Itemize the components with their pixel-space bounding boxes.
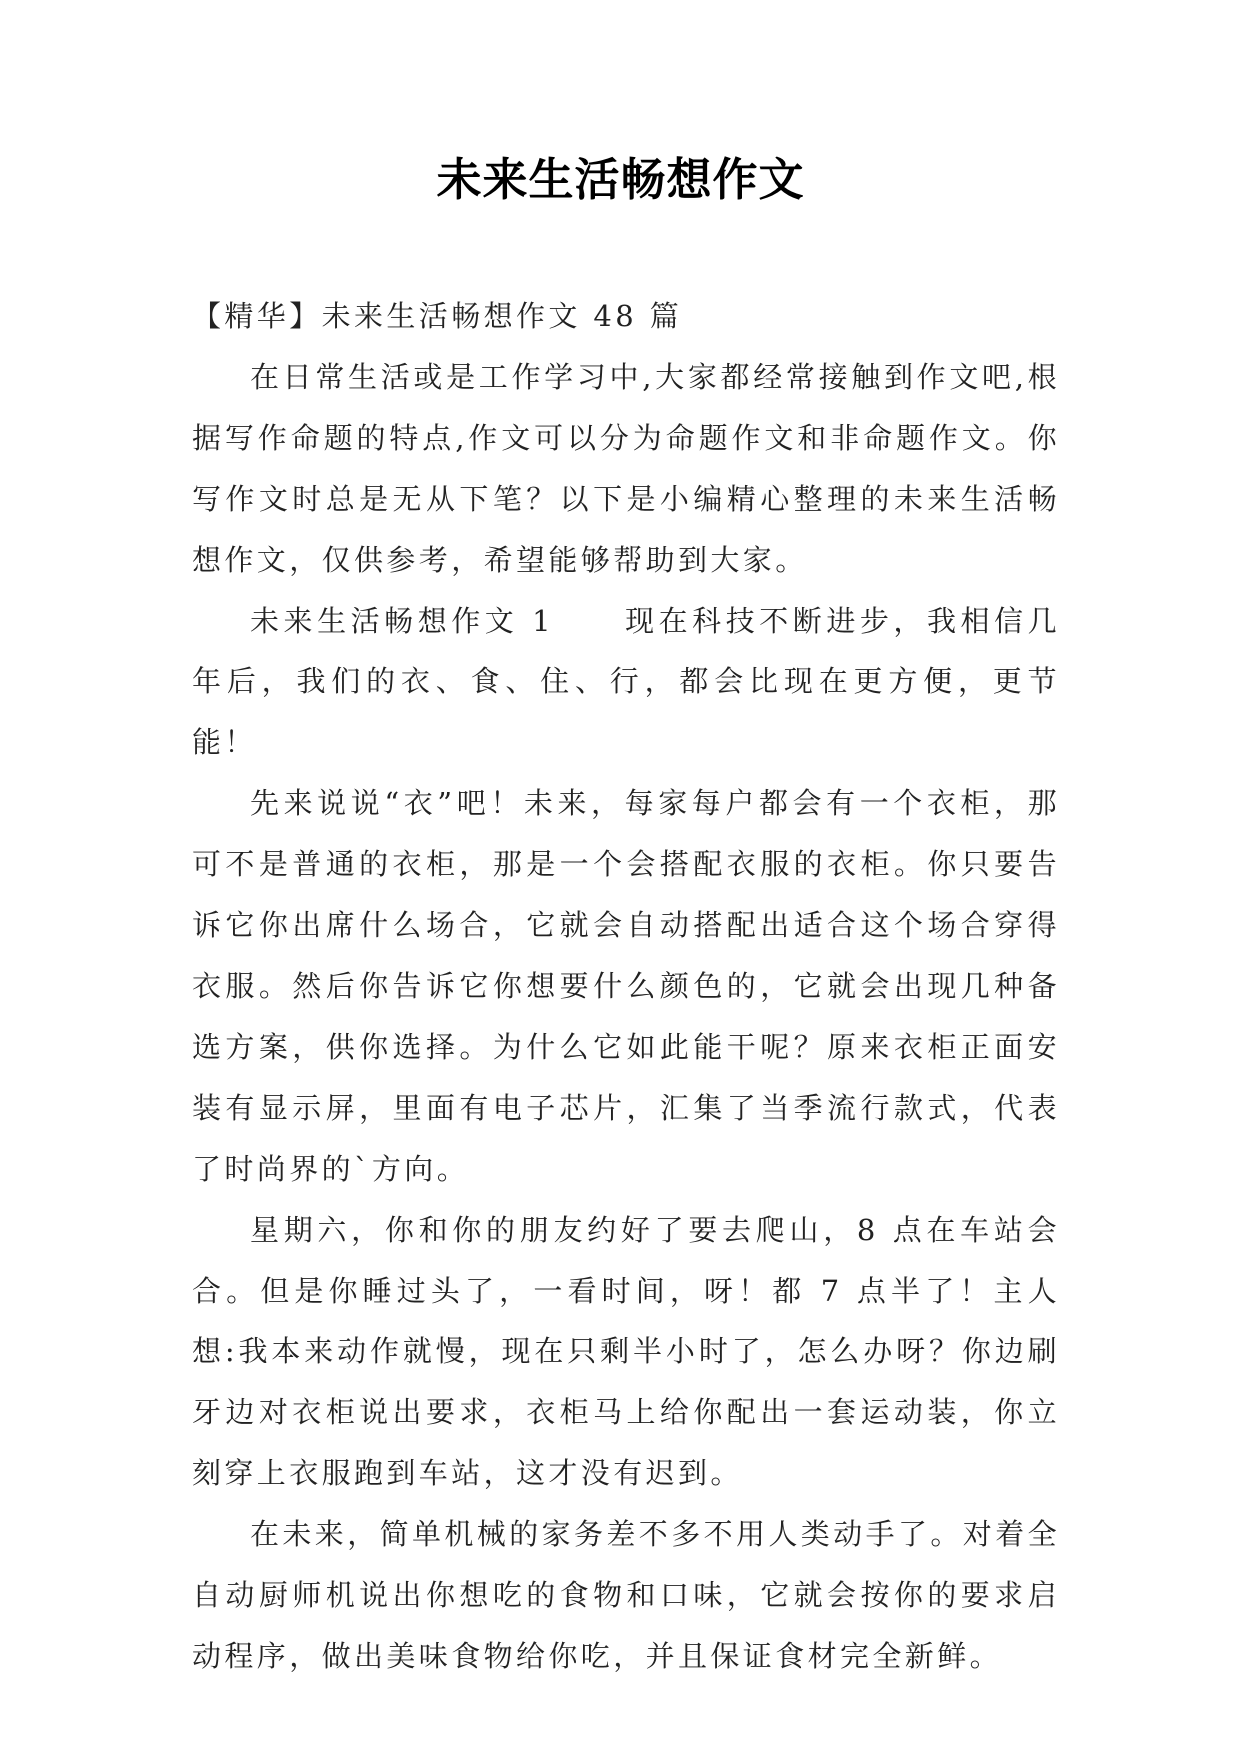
essay-opening-text: 现在科技不断进步，我相信几年后，我们的衣、食、住、行，都会比现在更方便，更节能！ bbox=[192, 603, 1061, 760]
document-subtitle: 【精华】未来生活畅想作文 48 篇 bbox=[192, 299, 683, 333]
document-title: 未来生活畅想作文 bbox=[436, 153, 805, 206]
paragraph-intro: 在日常生活或是工作学习中,大家都经常接触到作文吧,根据写作命题的特点,作文可以分为命题作文和非命题作文。你写作文时总是无从下笔？以下是小编精心整理的未来生活畅想作文，仅供参考，希望能够帮助到大家。 bbox=[192, 359, 1060, 577]
document-body bbox=[192, 286, 1060, 1687]
paragraph-essay-1-opening bbox=[192, 591, 1060, 774]
paragraph-saturday: 星期六，你和你的朋友约好了要去爬山，8 点在车站会合。但是你睡过头了，一看时间，呀！都 7 点半了！主人想:我本来动作就慢，现在只剩半小时了，怎么办呀？你边刷牙边对衣柜说出要求，衣柜马上给你配出一套运动装，你立刻穿上衣服跑到车站，这才没有迟到。 bbox=[192, 1212, 1060, 1491]
essay-heading: 未来生活畅想作文 1 bbox=[250, 603, 554, 638]
paragraph-clothing: 先来说说“衣”吧！未来，每家每户都会有一个衣柜，那可不是普通的衣柜，那是一个会搭配衣服的衣柜。你只要告诉它你出席什么场合，它就会自动搭配出适合这个场合穿得衣服。然后你告诉它你想要什么颜色的，它就会出现几种备选方案，供你选择。为什么它如此能干呢？原来衣柜正面安装有显示屏，里面有电子芯片，汇集了当季流行款式，代表了时尚界的`方向。 bbox=[192, 786, 1060, 1186]
paragraph-housework: 在未来，简单机械的家务差不多不用人类动手了。对着全自动厨师机说出你想吃的食物和口味，它就会按你的要求启动程序，做出美味食物给你吃，并且保证食材完全新鲜。 bbox=[192, 1517, 1061, 1673]
